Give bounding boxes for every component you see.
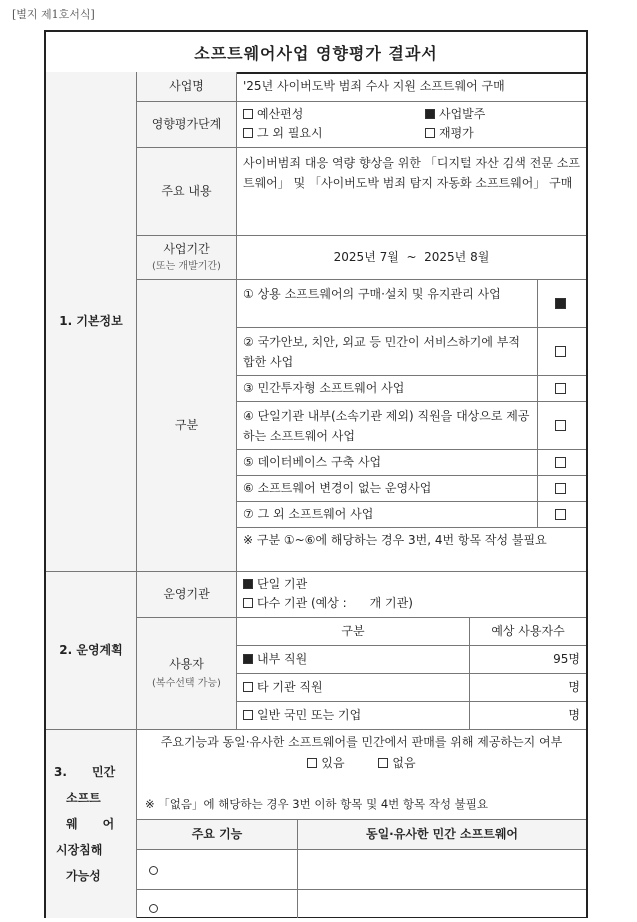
checkbox-icon [243, 109, 253, 119]
section3-label-line: 가능성 [66, 869, 101, 883]
user-col-type: 구분 [237, 618, 470, 646]
answer-yes-label: 있음 [321, 756, 345, 770]
col-similar-software: 동일·유사한 민간 소프트웨어 [298, 820, 586, 850]
section3-question-block [137, 730, 586, 790]
category-checkbox-1[interactable] [538, 280, 586, 328]
stage-option-label: 그 외 필요시 [257, 126, 323, 140]
bullet-circle-icon [149, 904, 158, 913]
category-item-6: ⑥ 소프트웨어 변경이 없는 운영사업 [237, 476, 538, 502]
checkbox-icon [555, 457, 566, 468]
user-sub-label: (복수선택 가능) [152, 677, 221, 689]
user-type-label: 일반 국민 또는 기업 [257, 708, 362, 722]
stage-option-reeval[interactable] [425, 124, 474, 143]
checkbox-icon [555, 483, 566, 494]
section3-label [46, 730, 137, 918]
stage-option-other[interactable] [243, 124, 323, 143]
org-option-label: 다수 기관 (예상 : 개 기관) [257, 596, 413, 610]
org-option-label: 단일 기관 [257, 577, 308, 591]
section1-label: 1. 기본정보 [46, 72, 137, 572]
function-row-1[interactable] [137, 850, 298, 890]
user-count-public: 명 [470, 702, 586, 730]
answer-no[interactable] [378, 756, 415, 770]
user-row-internal[interactable] [237, 646, 470, 674]
org-option-multi[interactable] [243, 594, 413, 613]
period-label: 사업기간 [163, 241, 210, 256]
category-item-5: ⑤ 데이터베이스 구축 사업 [237, 450, 538, 476]
stage-option-label: 예산편성 [257, 107, 304, 121]
similar-row-2[interactable] [298, 890, 586, 918]
checkbox-icon [307, 758, 317, 768]
category-item-1: ① 상용 소프트웨어의 구매·설치 및 유지관리 사업 [237, 280, 538, 328]
user-label: 사용자 [169, 656, 204, 671]
section3-label-line: 시장침해 [56, 843, 103, 857]
stage-option-label: 재평가 [439, 126, 474, 140]
similar-row-1[interactable] [298, 850, 586, 890]
org-options [237, 572, 586, 618]
checkbox-icon [243, 598, 253, 608]
project-name-label: 사업명 [137, 72, 237, 102]
checkbox-checked-icon [425, 109, 435, 119]
checkbox-checked-icon [243, 579, 253, 589]
user-row-public[interactable] [237, 702, 470, 730]
checkbox-checked-icon [243, 654, 253, 664]
checkbox-icon [243, 682, 253, 692]
user-type-label: 타 기관 직원 [257, 680, 323, 694]
checkbox-icon [243, 128, 253, 138]
section3-note: ※ 「없음」에 해당하는 경우 3번 이하 항목 및 4번 항목 작성 불필요 [137, 790, 586, 820]
category-checkbox-2[interactable] [538, 328, 586, 376]
checkbox-icon [555, 420, 566, 431]
user-label-cell [137, 618, 237, 730]
category-checkbox-4[interactable] [538, 402, 586, 450]
answer-no-label: 없음 [392, 756, 416, 770]
user-row-other-org[interactable] [237, 674, 470, 702]
period-label-cell [137, 236, 237, 280]
user-type-label: 내부 직원 [257, 652, 308, 666]
section3-label-line: 웨 어 [66, 817, 115, 831]
bullet-circle-icon [149, 866, 158, 875]
project-name-value: '25년 사이버도박 범죄 수사 지원 소프트웨어 구매 [237, 72, 586, 102]
col-main-function: 주요 기능 [137, 820, 298, 850]
category-item-4: ④ 단일기관 내부(소속기관 제외) 직원을 대상으로 제공하는 소프트웨어 사업 [237, 402, 538, 450]
section3-label-line: 3. 민간 [54, 765, 116, 779]
org-option-single[interactable] [243, 575, 307, 594]
period-sub-label: (또는 개발기간) [152, 260, 221, 272]
checkbox-icon [555, 383, 566, 394]
category-checkbox-6[interactable] [538, 476, 586, 502]
form-number-note: [별지 제1호서식] [12, 8, 95, 21]
section3-question: 주요기능과 동일·유사한 소프트웨어를 민간에서 판매를 위해 제공하는지 여부 [160, 735, 563, 749]
evaluation-form [44, 30, 588, 918]
checkbox-icon [425, 128, 435, 138]
category-checkbox-7[interactable] [538, 502, 586, 528]
form-title: 소프트웨어사업 영향평가 결과서 [46, 32, 586, 74]
stage-option-budget[interactable] [243, 105, 303, 124]
checkbox-checked-icon [555, 298, 566, 309]
user-count-internal: 95명 [470, 646, 586, 674]
checkbox-icon [243, 710, 253, 720]
user-col-count: 예상 사용자수 [470, 618, 586, 646]
section3-label-line: 소프트 [66, 791, 101, 805]
org-label: 운영기관 [137, 572, 237, 618]
checkbox-icon [555, 346, 566, 357]
checkbox-icon [378, 758, 388, 768]
category-label: 구분 [137, 280, 237, 572]
stage-option-order[interactable] [425, 105, 485, 124]
category-item-2: ② 국가안보, 치안, 외교 등 민간이 서비스하기에 부적합한 사업 [237, 328, 538, 376]
category-item-3: ③ 민간투자형 소프트웨어 사업 [237, 376, 538, 402]
stage-label: 영향평가단계 [137, 102, 237, 148]
category-checkbox-5[interactable] [538, 450, 586, 476]
period-value: 2025년 7월 ~ 2025년 8월 [237, 236, 586, 280]
function-row-2[interactable] [137, 890, 298, 918]
answer-yes[interactable] [307, 756, 344, 770]
section2-label: 2. 운영계획 [46, 572, 137, 730]
checkbox-icon [555, 509, 566, 520]
category-checkbox-3[interactable] [538, 376, 586, 402]
stage-option-label: 사업발주 [439, 107, 486, 121]
user-count-other-org: 명 [470, 674, 586, 702]
category-note: ※ 구분 ①~⑥에 해당하는 경우 3번, 4번 항목 작성 불필요 [237, 528, 586, 572]
category-item-7: ⑦ 그 외 소프트웨어 사업 [237, 502, 538, 528]
content-value: 사이버범죄 대응 역량 향상을 위한 「디지털 자산 김색 전문 소프트웨어」 및 「사이버도박 범죄 탐지 자동화 소프트웨어」 구매 [237, 148, 586, 236]
section3-answers [151, 753, 572, 773]
stage-options [237, 102, 586, 148]
content-label: 주요 내용 [137, 148, 237, 236]
